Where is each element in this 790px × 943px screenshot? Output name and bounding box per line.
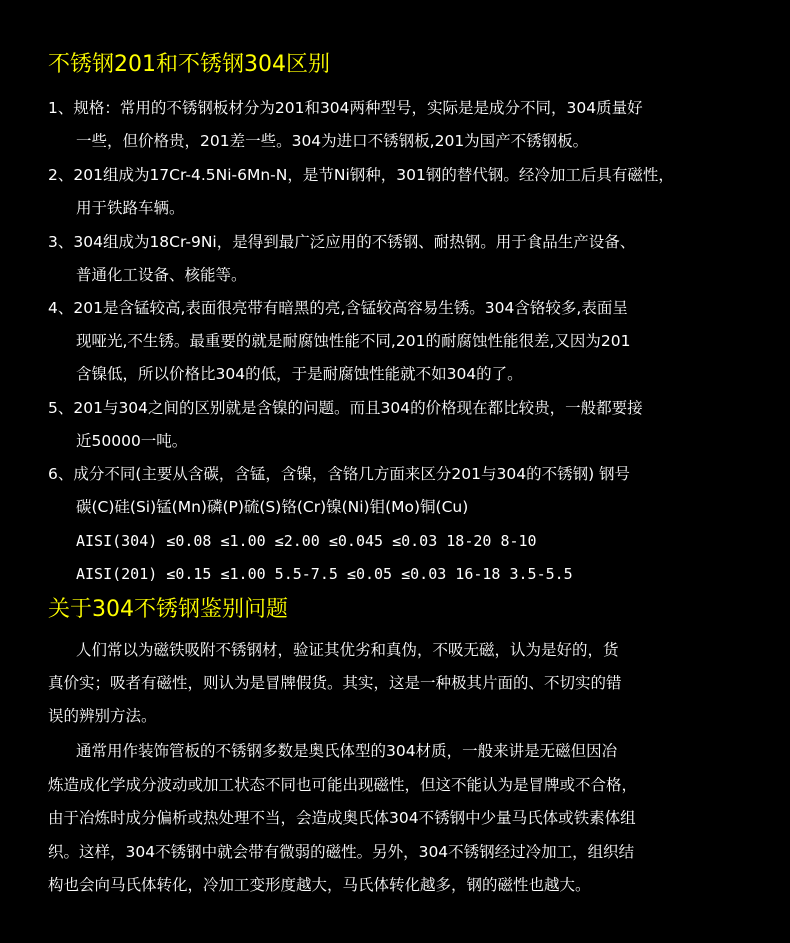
text-line: 3、304组成为18Cr-9Ni，是得到最广泛应用的不锈钢、耐热钢。用于食品生产设备、	[48, 233, 636, 251]
text-line: 4、201是含锰较高,表面很亮带有暗黑的亮,含锰较高容易生锈。304含铬较多,表面呈	[48, 299, 628, 317]
text-line: 用于铁路车辆。	[76, 199, 185, 217]
text-line: 一些，但价格贵，201差一些。304为进口不锈钢板,201为国产不锈钢板。	[76, 132, 589, 150]
composition-row-304: AISI(304) ≤0.08 ≤1.00 ≤2.00 ≤0.045 ≤0.03 18-20 8-10	[76, 532, 537, 550]
composition-row-201: AISI(201) ≤0.15 ≤1.00 5.5-7.5 ≤0.05 ≤0.03 16-18 3.5-5.5	[76, 565, 573, 583]
text-line: 炼造成化学成分波动或加工状态不同也可能出现磁性，但这不能认为是冒牌或不合格，	[48, 776, 638, 794]
text-line: 2、201组成为17Cr-4.5Ni-6Mn-N，是节Ni钢种，301钢的替代钢。经冷加工后具有磁性，	[48, 166, 674, 184]
text-line: 含镍低，所以价格比304的低，于是耐腐蚀性能就不如304的了。	[76, 365, 523, 383]
text-line: 6、成分不同(主要从含碳，含锰，含镍，含铬几方面来区分201与304的不锈钢) 钢号	[48, 465, 631, 483]
text-line: 由于冶炼时成分偏析或热处理不当，会造成奥氏体304不锈钢中少量马氏体或铁素体组	[48, 809, 636, 827]
composition-header-line: 碳(C)硅(Si)锰(Mn)磷(P)硫(S)铬(Cr)镍(Ni)钼(Mo)铜(Cu)	[76, 498, 469, 516]
text-line: 通常用作装饰管板的不锈钢多数是奥氏体型的304材质，一般来讲是无磁但因冶	[76, 742, 618, 760]
text-line: 构也会向马氏体转化，冷加工变形度越大，马氏体转化越多，钢的磁性也越大。	[48, 876, 591, 894]
text-line: 1、规格：常用的不锈钢板材分为201和304两种型号，实际是是成分不同，304质量好	[48, 99, 643, 117]
text-line: 近50000一吨。	[76, 432, 188, 450]
text-line: 普通化工设备、核能等。	[76, 266, 247, 284]
text-line: 误的辨别方法。	[48, 707, 157, 725]
text-line: 真价实；吸者有磁性，则认为是冒牌假货。其实，这是一种极其片面的、不切实的错	[48, 674, 622, 692]
text-line: 人们常以为磁铁吸附不锈钢材，验证其优劣和真伪，不吸无磁，认为是好的，货	[76, 641, 619, 659]
text-line: 现哑光,不生锈。最重要的就是耐腐蚀性能不同,201的耐腐蚀性能很差,又因为201	[76, 332, 631, 350]
text-line: 5、201与304之间的区别就是含镍的问题。而且304的价格现在都比较贵，一般都要接	[48, 399, 643, 417]
text-line: 织。这样，304不锈钢中就会带有微弱的磁性。另外，304不锈钢经过冷加工，组织结	[48, 843, 635, 861]
section-title-difference: 不锈钢201和不锈钢304区别	[48, 52, 330, 77]
section-title-identification: 关于304不锈钢鉴别问题	[48, 597, 288, 622]
